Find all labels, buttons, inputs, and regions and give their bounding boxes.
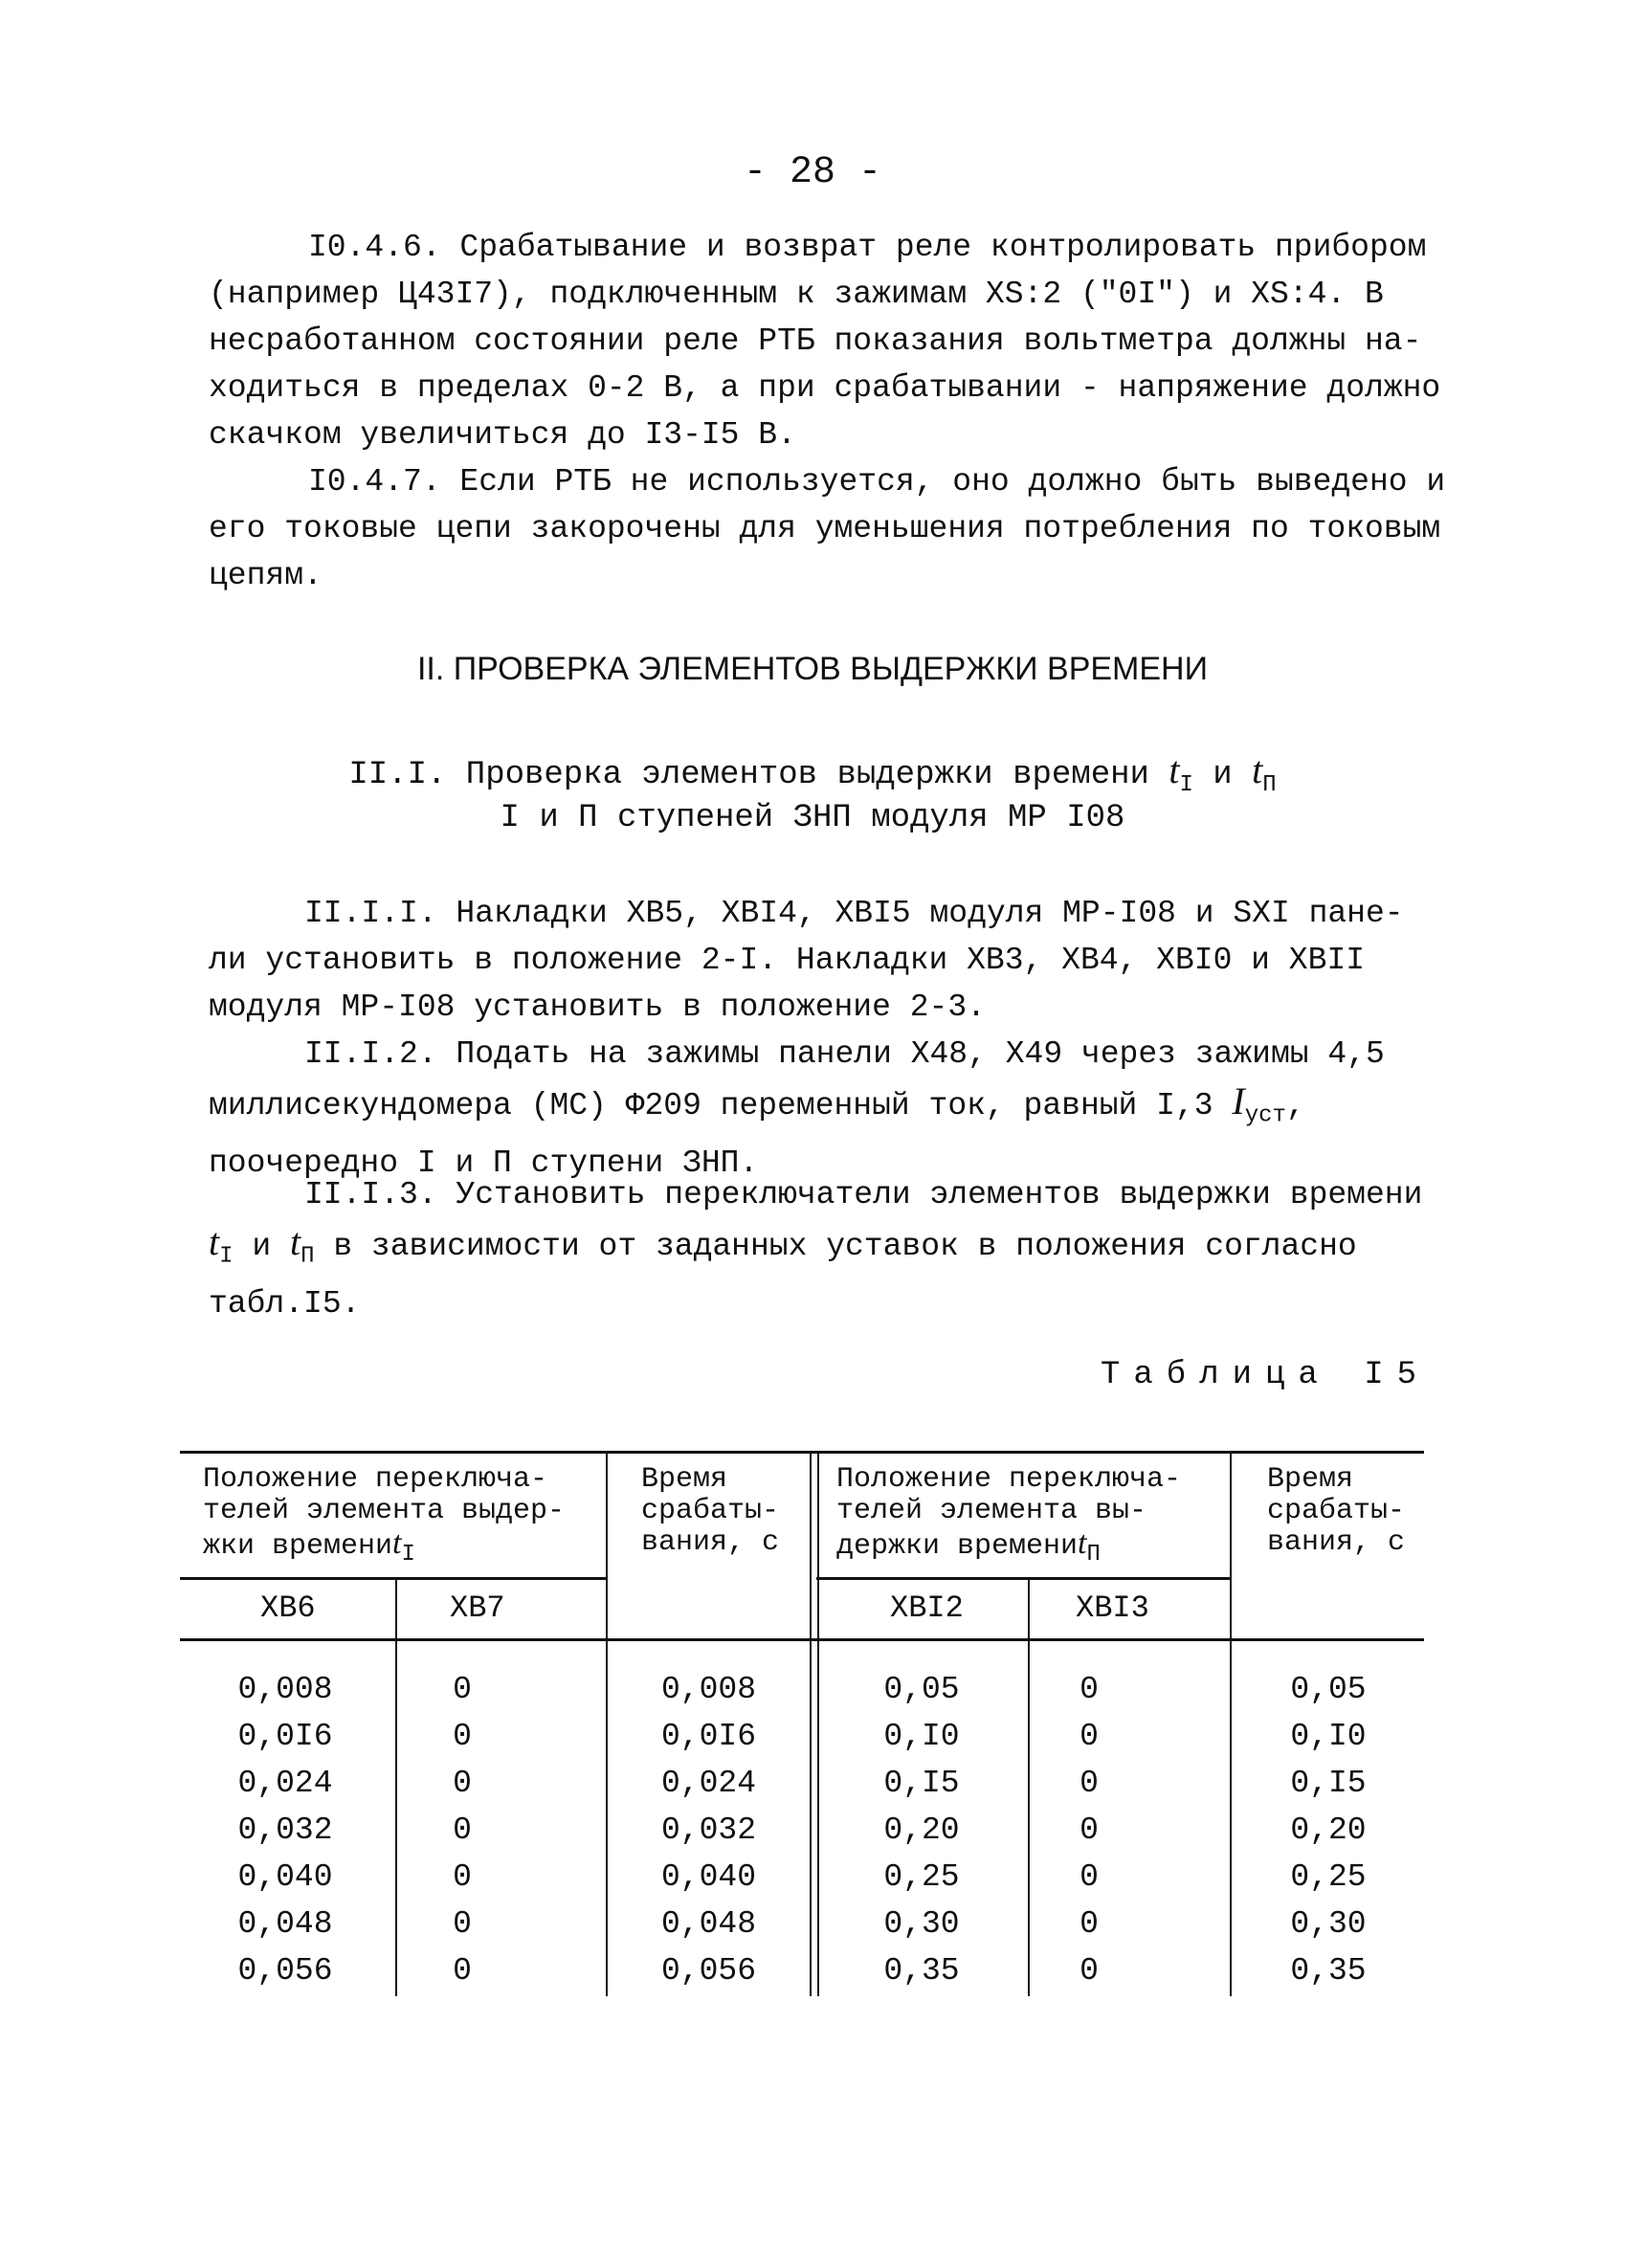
table-cell: 0,I0 [1290,1719,1367,1754]
page-number: - 28 - [743,151,882,194]
text-line [209,1218,1422,1280]
table-top-rule [180,1451,1424,1454]
table-cell: 0 [1080,1672,1099,1707]
table-cell: 0 [1080,1766,1099,1801]
table-cell: 0 [453,1859,472,1895]
header-text: Положение переключа- телей элемента вы- держки времени [836,1463,1182,1563]
vrule-double [810,1451,812,1996]
text-line: ходиться в пределах 0-2 В, а при срабатывании - напряжение должно [209,370,1441,406]
text-line: II.I.I. Накладки ХВ5, ХВI4, ХВI5 модуля МР-I08 и SXI пане- [304,896,1404,931]
table-caption: Таблица I5 [1101,1357,1431,1393]
header-response-time-1: Время срабаты- вания, с [641,1463,780,1559]
header-response-time-2: Время срабаты- вания, с [1267,1463,1406,1559]
table-cell: 0,I0 [883,1719,960,1754]
text-line: его токовые цепи закорочены для уменьшения потребления по токовым [209,511,1441,546]
text-line: скачком увеличиться до I3-I5 В. [209,417,796,453]
t2-subscript: П [1086,1542,1101,1568]
column-time-2 [1252,1666,1405,1994]
table-cell: 0,0I6 [660,1719,757,1754]
col-header-xb7: ХВ7 [450,1590,505,1626]
table-cell: 0,056 [660,1953,757,1989]
i-set-symbol: I [1232,1079,1245,1123]
table-cell: 0,20 [883,1812,960,1848]
and-word: и [252,1229,272,1264]
table-cell: 0,05 [1290,1672,1367,1707]
header-text: Положение переключа- телей элемента выдер- жки времени [203,1463,566,1563]
t1-subscript: I [401,1542,415,1568]
subsection-title: II.I. Проверка элементов выдержки времени [348,757,1149,793]
header-bottom-rule [180,1638,1424,1641]
and-word: и [1213,757,1233,793]
t2-subscript: П [301,1243,315,1270]
table-cell: 0,008 [237,1672,333,1707]
item-11-1-2 [209,1031,1385,1187]
table-cell: 0,05 [883,1672,960,1707]
vrule [606,1638,608,1996]
table-cell: 0,040 [660,1859,757,1895]
text-line: поочередно I и П ступени ЗНП. [209,1145,759,1181]
table-cell: 0,25 [883,1859,960,1895]
text-line: I0.4.7. Если РТБ не используется, оно должно быть выведено и [308,464,1446,500]
subsection-heading-line2: I и П ступеней ЗНП модуля МР I08 [500,800,1125,836]
t1-symbol: t [392,1525,402,1561]
i-set-subscript: уст [1244,1102,1286,1129]
table-cell: 0,I5 [883,1766,960,1801]
table-cell: 0,I5 [1290,1766,1367,1801]
table-cell: 0,040 [237,1859,333,1895]
table-cell: 0 [453,1672,472,1707]
vrule-double [817,1451,819,1996]
column-xb12 [840,1666,1003,1994]
text-line: ли установить в положение 2-I. Накладки ХВ3, ХВ4, ХВI0 и ХВII [209,943,1365,978]
col-header-xb6: ХВ6 [260,1590,316,1626]
text-line: II.I.2. Подать на зажимы панели Х48, Х49 через зажимы 4,5 [304,1036,1385,1072]
table-cell: 0 [453,1766,472,1801]
vrule [606,1451,608,1642]
table-cell: 0,30 [883,1906,960,1942]
t2-symbol: t [289,1220,301,1263]
table-cell: 0 [1080,1719,1099,1754]
table-cell: 0 [1080,1812,1099,1848]
header-rule-left [180,1577,606,1580]
table-cell: 0,0I6 [237,1719,333,1754]
column-xb6 [199,1666,371,1994]
t1-symbol: t [1169,748,1180,791]
vrule [1230,1451,1232,1996]
table-cell: 0 [1080,1859,1099,1895]
table-cell: 0,008 [660,1672,757,1707]
table-cell: 0,032 [660,1812,757,1848]
timer-settings-table [180,1451,1424,1996]
table-cell: 0 [453,1906,472,1942]
table-cell: 0 [1080,1906,1099,1942]
table-cell: 0,032 [237,1812,333,1848]
t2-symbol: t [1078,1525,1087,1561]
header-position-t2 [836,1464,1181,1570]
text-line: II.I.3. Установить переключатели элементов выдержки времени [304,1177,1423,1212]
section-heading: II. ПРОВЕРКА ЭЛЕМЕНТОВ ВЫДЕРЖКИ ВРЕМЕНИ [416,651,1209,687]
t2-subscript: П [1262,771,1277,798]
text-line: несработанном состоянии реле РТБ показания вольтметра должны на- [209,323,1422,359]
table-cell: 0,056 [237,1953,333,1989]
text-line: I0.4.6. Срабатывание и возврат реле контролировать прибором [308,230,1427,265]
t1-symbol: t [209,1220,220,1263]
table-cell: 0,048 [660,1906,757,1942]
text-line: модуля МР-I08 установить в положение 2-3. [209,989,986,1025]
table-cell: 0,048 [237,1906,333,1942]
col-header-xb12: ХВI2 [890,1590,964,1626]
text-segment: в зависимости от заданных уставок в положения согласно [333,1229,1357,1264]
table-cell: 0 [1080,1953,1099,1989]
table-cell: 0,30 [1290,1906,1367,1942]
header-position-t1 [203,1464,565,1570]
text-line: (например Ц43I7), подключенным к зажимам XS:2 ("0I") и XS:4. В [209,277,1384,312]
column-xb7 [424,1666,501,1994]
column-xb13 [1051,1666,1127,1994]
table-cell: 0,20 [1290,1812,1367,1848]
table-cell: 0 [453,1953,472,1989]
table-cell: 0 [453,1812,472,1848]
text-line: цепям. [209,558,323,593]
vrule [395,1577,397,1996]
text-segment: миллисекундомера (МС) Ф209 переменный ток, равный I,3 [209,1088,1213,1123]
item-11-1-3 [209,1171,1422,1327]
col-header-xb13: ХВI3 [1076,1590,1149,1626]
table-cell: 0,35 [883,1953,960,1989]
item-11-1-1 [209,890,1404,1031]
column-time-1 [625,1666,792,1994]
t1-subscript: I [1179,771,1193,798]
vrule [1028,1577,1030,1996]
t2-symbol: t [1252,748,1263,791]
table-cell: 0 [453,1719,472,1754]
header-rule-right [816,1577,1230,1580]
paragraph-10-4-7 [209,458,1445,599]
text-line: табл.I5. [209,1285,361,1322]
table-cell: 0,024 [660,1766,757,1801]
table-cell: 0,25 [1290,1859,1367,1895]
text-line: миллисекундомера (МС) Ф209 переменный ток, равный I,3 $I_{уст}$, [209,1079,1305,1129]
t1-subscript: I [219,1243,234,1270]
table-cell: 0,35 [1290,1953,1367,1989]
paragraph-10-4-6 [209,224,1440,458]
table-cell: 0,024 [237,1766,333,1801]
